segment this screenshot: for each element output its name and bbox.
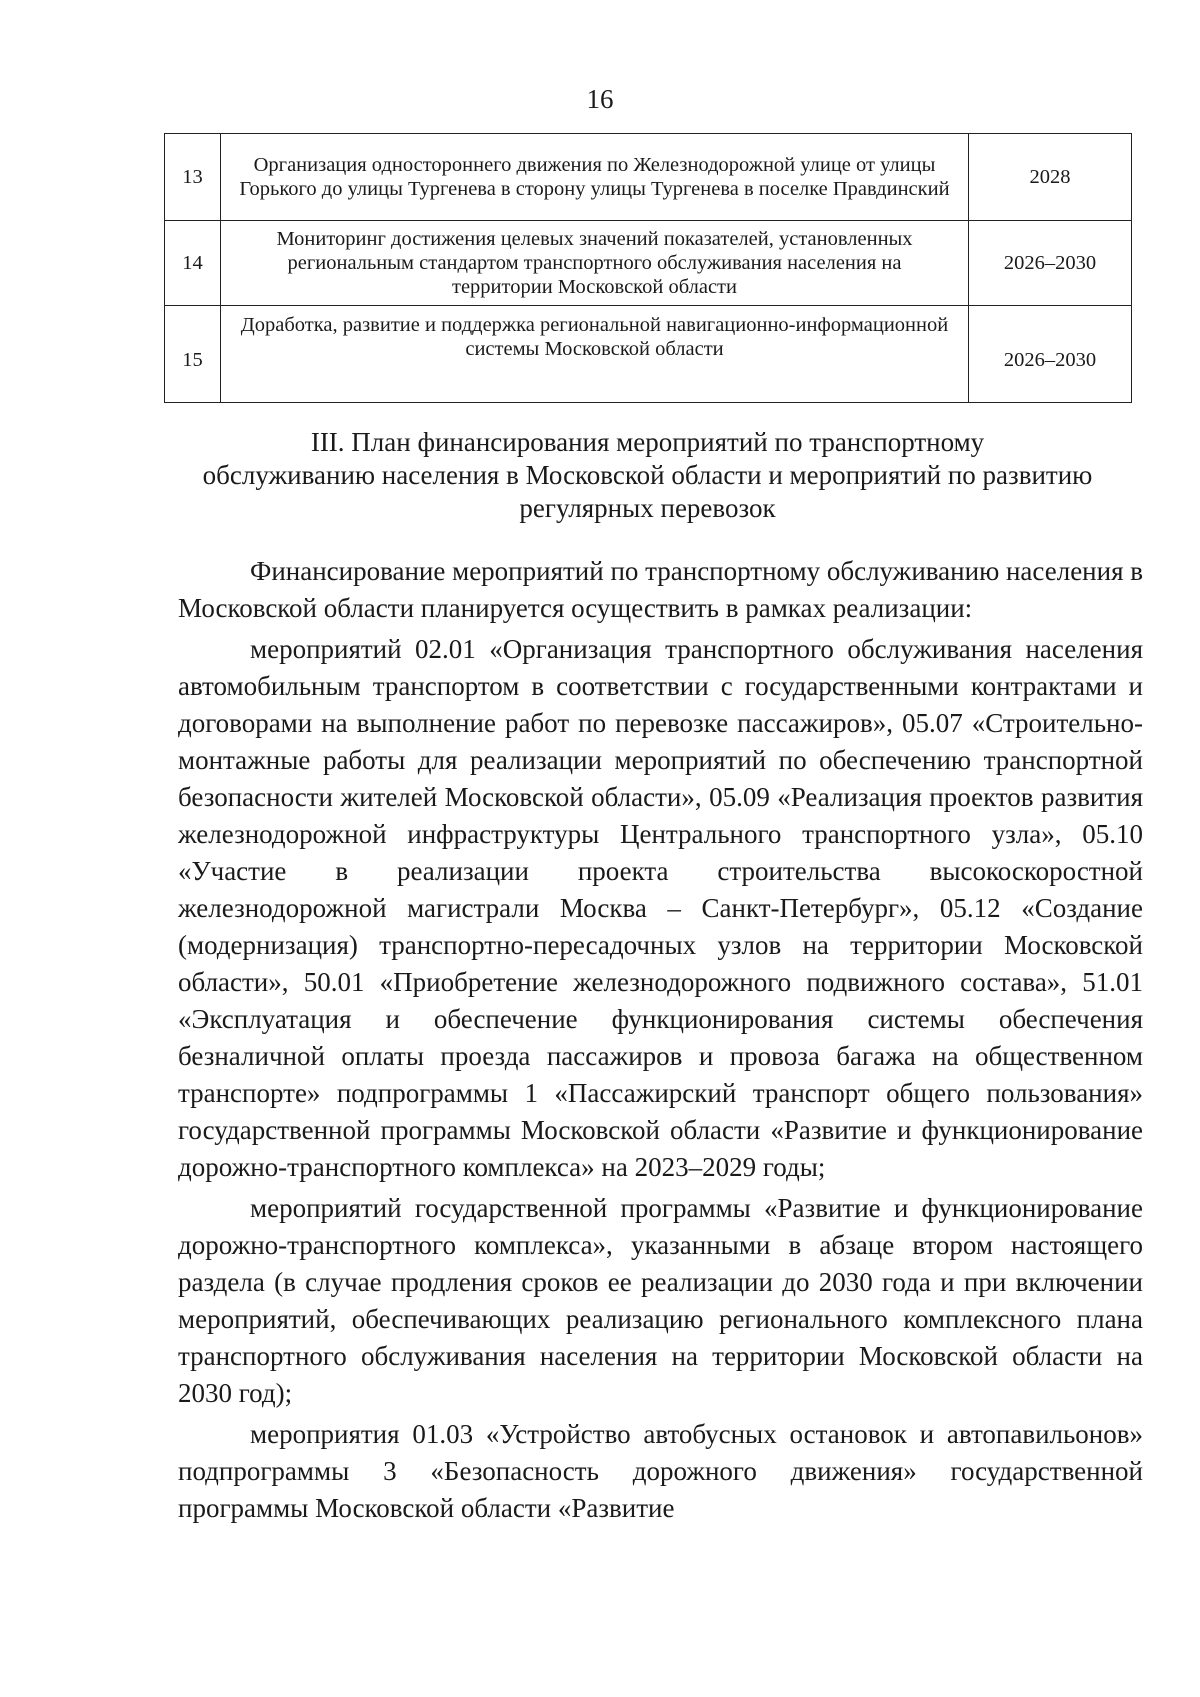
measures-table <box>164 133 1132 403</box>
paragraph: мероприятий государственной программы «Развитие и функционирование дорожно-транспортного комплекса», указанными в абзаце втором настоящего раздела (в случае продления сроков ее реализации до 2030 года и при включении мероприятий, обеспечивающих реализацию регионального комплексного плана транспортного обслуживания населения на территории Московской области на 2030 год); <box>178 1193 1143 1408</box>
page-number: 16 <box>586 84 614 114</box>
table-row <box>165 306 1132 403</box>
row-description: Организация одностороннего движения по Железнодорожной улице от улицы Горького до улицы Тургенева в сторону улицы Тургенева в поселке Правдинский <box>221 134 969 221</box>
heading-line: III. План финансирования мероприятий по транспортному <box>310 427 985 457</box>
section-heading <box>164 426 1131 525</box>
row-period: 2026–2030 <box>969 221 1132 306</box>
heading-line: обслуживанию населения в Московской области и мероприятий по развитию <box>202 460 1093 490</box>
table-row <box>165 134 1132 221</box>
row-description: Доработка, развитие и поддержка региональной навигационно-информационной системы Московской области <box>221 306 969 403</box>
row-number: 13 <box>165 134 221 221</box>
heading-line: регулярных перевозок <box>519 493 776 523</box>
paragraph: мероприятий 02.01 «Организация транспортного обслуживания населения автомобильным транспортом в соответствии с государственными контрактами и договорами на выполнение работ по перевозке пассажиров», 05.07 «Строительно-монтажные работы для реализации мероприятий по обеспечению транспортной безопасности жителей Московской области», 05.09 «Реализация проектов развития железнодорожной инфраструктуры Центрального транспортного узла», 05.10 «Участие в реализации проекта строительства высокоскоростной железнодорожной магистрали Москва – Санкт-Петербург», 05.12 «Создание (модернизация) транспортно-пересадочных узлов на территории Московской области», 50.01 «Приобретение железнодорожного подвижного состава», 51.01 «Эксплуатация и обеспечение функционирования системы обеспечения безналичной оплаты проезда пассажиров и провоза багажа на общественном транспорте» подпрограммы 1 «Пассажирский транспорт общего пользования» государственной программы Московской области «Развитие и функционирование дорожно-транспортного комплекса» на 2023–2029 годы; <box>178 634 1143 1182</box>
row-description: Мониторинг достижения целевых значений показателей, установленных региональным стандартом транспортного обслуживания населения на территории Московской области <box>221 221 969 306</box>
row-number: 15 <box>165 306 221 403</box>
paragraph: Финансирование мероприятий по транспортному обслуживанию населения в Московской области планируется осуществить в рамках реализации: <box>178 556 1143 623</box>
table-row <box>165 221 1132 306</box>
row-period: 2026–2030 <box>969 306 1132 403</box>
body-text <box>178 553 1143 1527</box>
row-period: 2028 <box>969 134 1132 221</box>
row-number: 14 <box>165 221 221 306</box>
paragraph: мероприятия 01.03 «Устройство автобусных остановок и автопавильонов» подпрограммы 3 «Безопасность дорожного движения» государственной программы Московской области «Развитие <box>178 1419 1143 1523</box>
